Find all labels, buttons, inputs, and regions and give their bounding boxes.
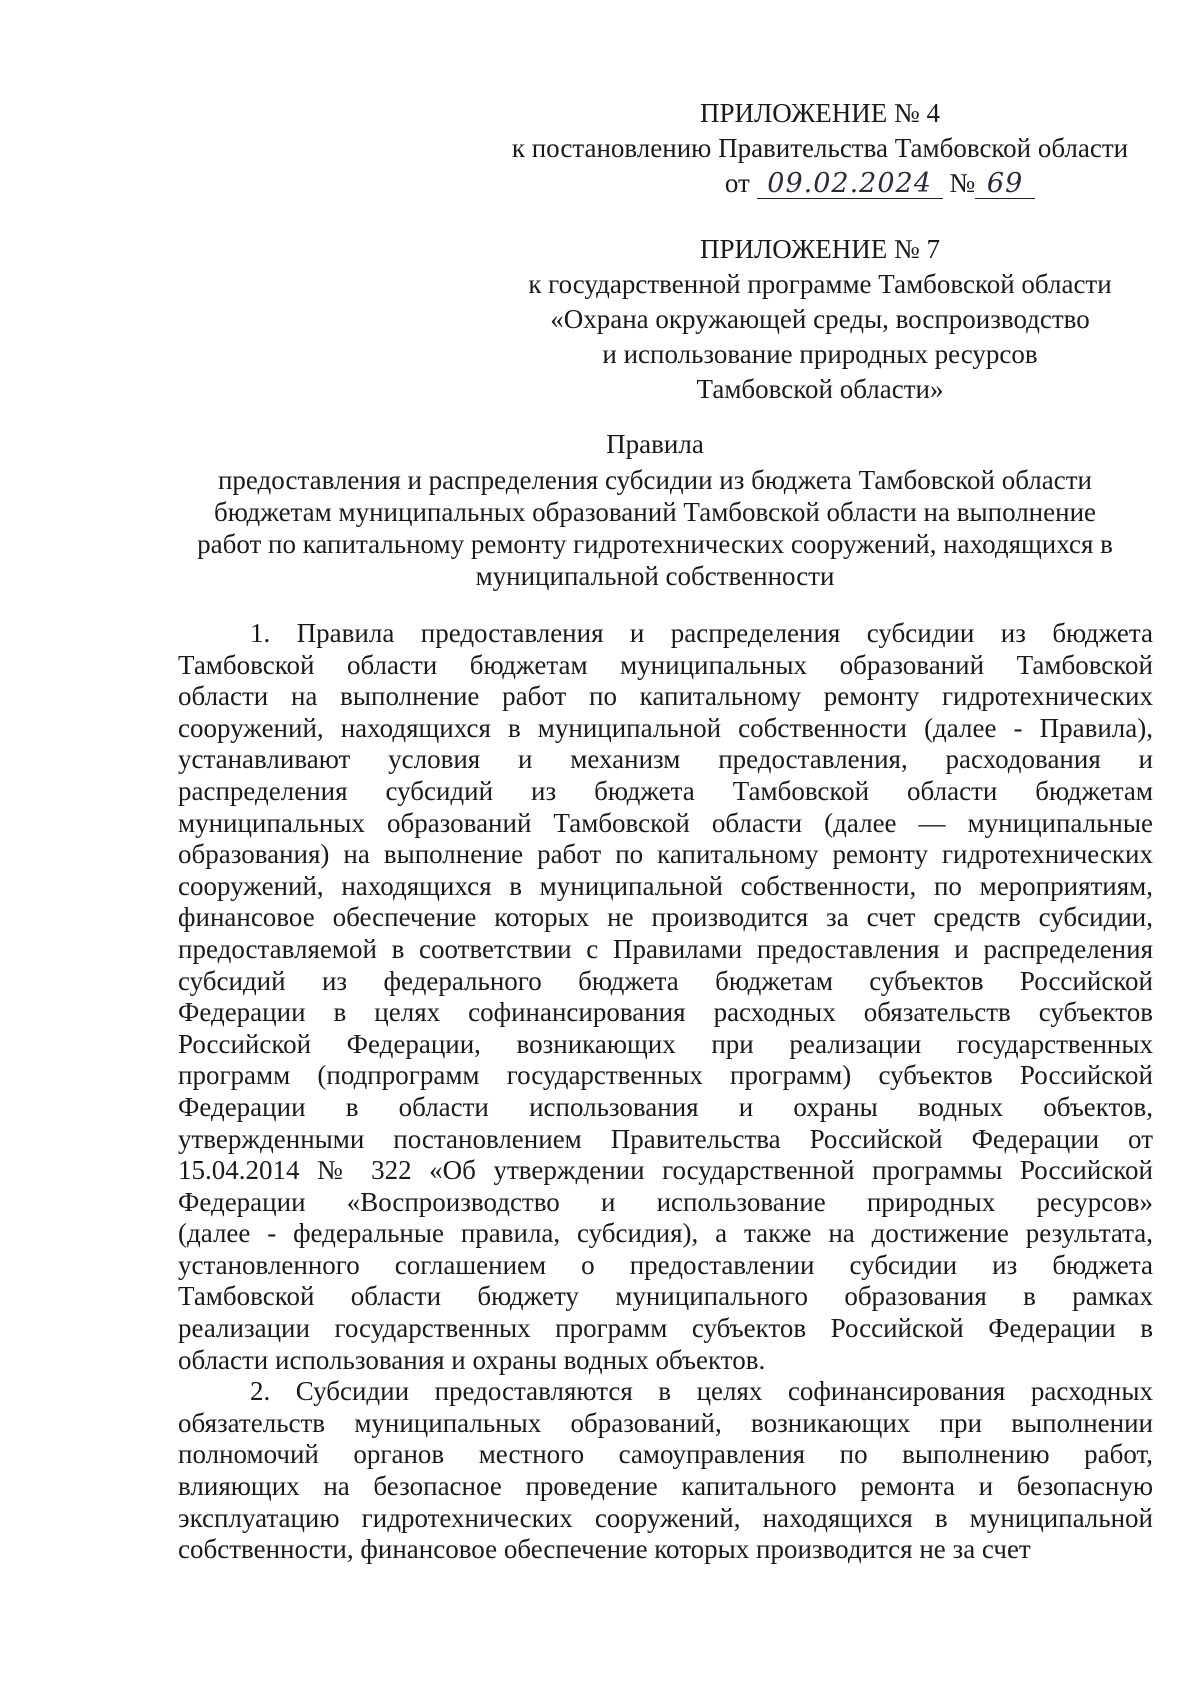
paragraph-line: реализации государственных программ субъектов Российской Федерации в [178, 1313, 1153, 1344]
paragraph-2 [178, 1376, 1153, 1566]
date-prefix: от [724, 168, 750, 198]
paragraph-line: полномочий органов местного самоуправления по выполнению работ, [178, 1439, 1153, 1470]
paragraph-line: распределения субсидий из бюджета Тамбовской области бюджетам [178, 775, 1153, 806]
rules-title-line: муниципальной собственности [475, 561, 835, 591]
appendix-4-header [475, 96, 1165, 201]
paragraph-line: устанавливают условия и механизм предоставления, расходования и [178, 744, 1153, 775]
paragraph-line: Российской Федерации, возникающих при реализации государственных [178, 1028, 1153, 1059]
paragraph-line: финансовое обеспечение которых не производится за счет средств субсидии, [178, 902, 1153, 933]
paragraph-line: Федерации «Воспроизводство и использование природных ресурсов» [178, 1186, 1153, 1217]
paragraph-line: образования) на выполнение работ по капитальному ремонту гидротехнических [178, 839, 1153, 870]
body-text [178, 618, 1153, 1566]
number-value: 69 [975, 170, 1035, 199]
paragraph-line: муниципальных образований Тамбовской области (далее — муниципальные [178, 807, 1153, 838]
paragraph-line: эксплуатацию гидротехнических сооружений, находящихся в муниципальной [178, 1502, 1153, 1533]
paragraph-1 [178, 618, 1153, 1376]
rules-title-block [150, 428, 1160, 592]
paragraph-line: программ (подпрограмм государственных программ) субъектов Российской [178, 1060, 1153, 1091]
paragraph-line: области на выполнение работ по капитальному ремонту гидротехнических [178, 681, 1153, 712]
paragraph-line: (далее - федеральные правила, субсидия), а также на достижение результата, [178, 1218, 1153, 1249]
appendix-4-date-number [475, 166, 1165, 201]
appendix-7-line: и использование природных ресурсов [602, 339, 1038, 369]
paragraph-line: области использования и охраны водных объектов. [178, 1344, 766, 1375]
paragraph-line: сооружений, находящихся в муниципальной собственности (далее - Правила), [178, 712, 1153, 743]
appendix-7-header [475, 232, 1165, 407]
date-value: 09.02.2024 [757, 170, 943, 199]
paragraph-line: Тамбовской области бюджетам муниципальных образований Тамбовской [178, 649, 1153, 680]
paragraph-line: обязательств муниципальных образований, возникающих при выполнении [178, 1407, 1153, 1438]
rules-title-line: предоставления и распределения субсидии из бюджета Тамбовской области [217, 465, 1092, 495]
paragraph-line: предоставляемой в соответствии с Правилами предоставления и распределения [178, 933, 1153, 964]
appendix-7-line: «Охрана окружающей среды, воспроизводство [550, 304, 1090, 334]
appendix-7-title: ПРИЛОЖЕНИЕ № 7 [699, 234, 941, 264]
paragraph-line: собственности, финансовое обеспечение которых производится не за счет [178, 1534, 1031, 1565]
paragraph-line: субсидий из федерального бюджета бюджетам субъектов Российской [178, 965, 1153, 996]
appendix-7-line: к государственной программе Тамбовской области [528, 269, 1112, 299]
paragraph-line: сооружений, находящихся в муниципальной собственности, по мероприятиям, [178, 870, 1153, 901]
appendix-7-line: Тамбовской области» [696, 374, 944, 404]
paragraph-line: 2. Субсидии предоставляются в целях софинансирования расходных [250, 1376, 1153, 1407]
paragraph-line: Федерации в области использования и охраны водных объектов, [178, 1091, 1153, 1122]
rules-title-line: бюджетам муниципальных образований Тамбовской области на выполнение [214, 497, 1096, 527]
paragraph-line: Федерации в целях софинансирования расходных обязательств субъектов [178, 997, 1153, 1028]
paragraph-line: Тамбовской области бюджету муниципального образования в рамках [178, 1281, 1153, 1312]
paragraph-line: утвержденными постановлением Правительства Российской Федерации от [178, 1123, 1153, 1154]
paragraph-line: влияющих на безопасное проведение капитального ремонта и безопасную [178, 1471, 1153, 1502]
rules-title-line: работ по капитальному ремонту гидротехнических сооружений, находящихся в [197, 529, 1113, 559]
rules-heading: Правила [606, 429, 704, 459]
appendix-4-subtitle: к постановлению Правительства Тамбовской области [511, 133, 1129, 163]
number-prefix: № [949, 168, 976, 198]
paragraph-line: 15.04.2014 № 322 «Об утверждении государственной программы Российской [178, 1155, 1153, 1186]
paragraph-line: 1. Правила предоставления и распределения субсидии из бюджета [250, 618, 1153, 648]
paragraph-line: установленного соглашением о предоставлении субсидии из бюджета [178, 1249, 1153, 1280]
appendix-4-title: ПРИЛОЖЕНИЕ № 4 [699, 98, 941, 128]
